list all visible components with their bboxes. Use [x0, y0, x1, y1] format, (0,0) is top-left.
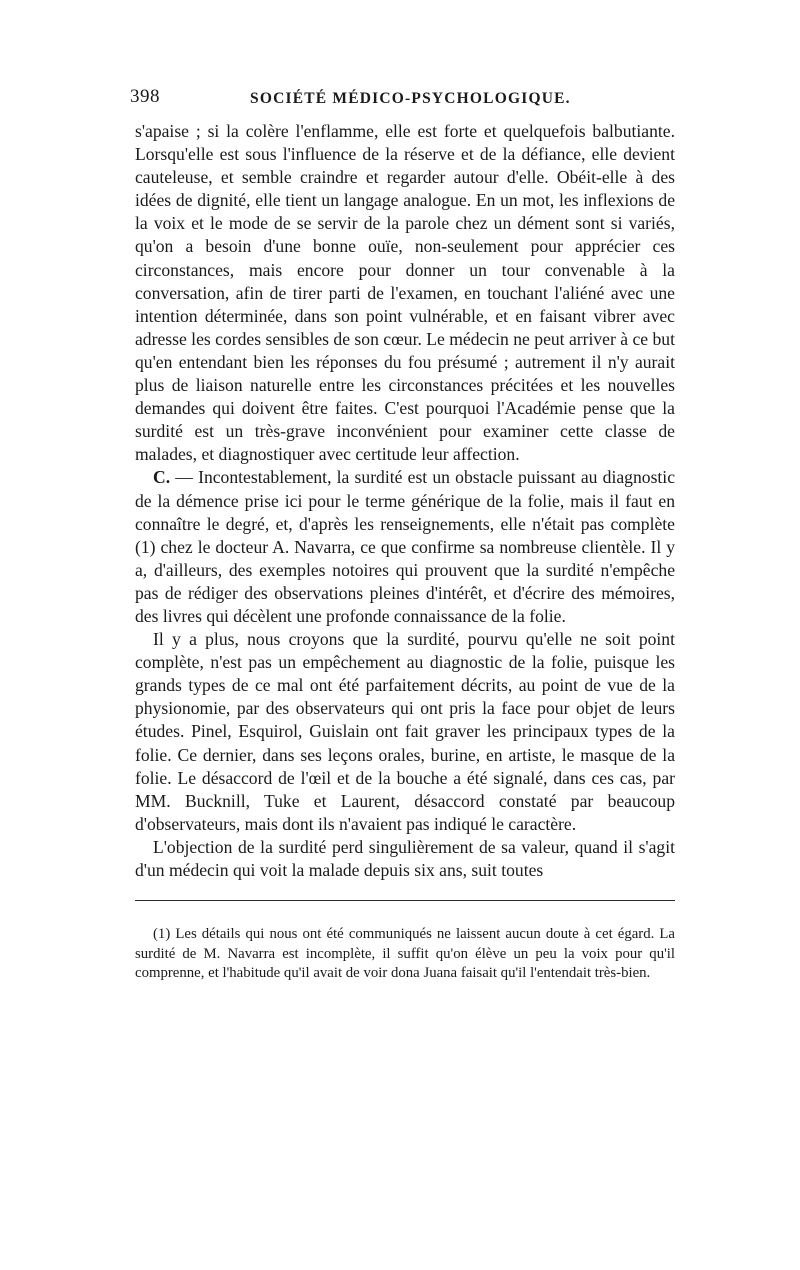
- paragraph-continued: s'apaise ; si la colère l'enflamme, elle est forte et quelquefois balbutiante. Lorsqu'elle est sous l'influence de la réserve et de la défiance, elle devient cauteleuse, et semble craindre et regarder autour d'elle. Obéit-elle à des idées de dignité, elle tient un langage analogue. En un mot, les inflexions de la voix et le mode de se servir de la parole chez un dément sont si variés, qu'on a besoin d'une bonne ouïe, non-seulement pour apprécier ces circonstances, mais encore pour donner un tour convenable à la conversation, afin de tirer parti de l'examen, en touchant l'aliéné avec une intention déterminée, dans son point vulnérable, et en faisant vibrer avec adresse les cordes sensibles de son cœur. Le médecin ne peut arriver à ce but qu'en entendant bien les réponses du fou présumé ; autrement il n'y aurait plus de liaison naturelle entre les circonstances précitées et les nouvelles demandes qui doivent être faites. C'est pourquoi l'Académie pense que la surdité est un très-grave inconvénient pour examiner cette classe de malades, et diagnostiquer avec certitude leur affection.: [135, 121, 675, 465]
- paragraph-objection: L'objection de la surdité perd singulièrement de sa valeur, quand il s'agit d'un médecin qui voit la malade depuis six ans, suit toutes: [135, 836, 675, 880]
- journal-title: SOCIÉTÉ MÉDICO-PSYCHOLOGIQUE.: [250, 90, 571, 107]
- paragraph-surdite: Il y a plus, nous croyons que la surdité, pourvu qu'elle ne soit point complète, n'est pas un empêchement au diagnostic de la folie, puisque les grands types de ce mal ont été parfaitement décrits, au point de vue de la physionomie, par des observateurs qui ont pris la face pour objet de leurs études. Pinel, Esquirol, Guislain ont fait graver les principaux types de la folie. Ce dernier, dans ses leçons orales, burine, en artiste, le masque de la folie. Le désaccord de l'œil et de la bouche a été signalé, dans ces cas, par MM. Bucknill, Tuke et Laurent, désaccord constaté par beaucoup d'observateurs, mais dont ils n'avaient pas indiqué le caractère.: [135, 629, 675, 834]
- running-head: [130, 80, 675, 120]
- page-number: 398: [130, 86, 160, 107]
- footnote-divider: [135, 900, 675, 901]
- footnote: [135, 925, 675, 984]
- footnote-text: (1) Les détails qui nous ont été communiqués ne laissent aucun doute à cet égard. La surdité de M. Navarra est incomplète, il suffit qu'on élève un peu la voix pour qu'il comprenne, et l'habitude qu'il avait de voir dona Juana faisait qu'il l'entendait très-bien.: [135, 926, 675, 982]
- paragraph-c: [135, 466, 675, 628]
- main-text: [135, 120, 675, 882]
- book-page: [130, 80, 675, 984]
- section-label: C.: [153, 467, 171, 488]
- paragraph-c-text: — Incontestablement, la surdité est un obstacle puissant au diagnostic de la démence prise ici pour le terme générique de la folie, mais il faut en connaître le degré, et, d'après les renseignements, elle n'était pas complète (1) chez le docteur A. Navarra, ce que confirme sa nombreuse clientèle. Il y a, d'ailleurs, des exemples notoires qui prouvent que la surdité n'empêche pas de rédiger des observations pleines d'intérêt, et d'écrire des mémoires, des livres qui décèlent une profonde connaissance de la folie.: [135, 467, 675, 626]
